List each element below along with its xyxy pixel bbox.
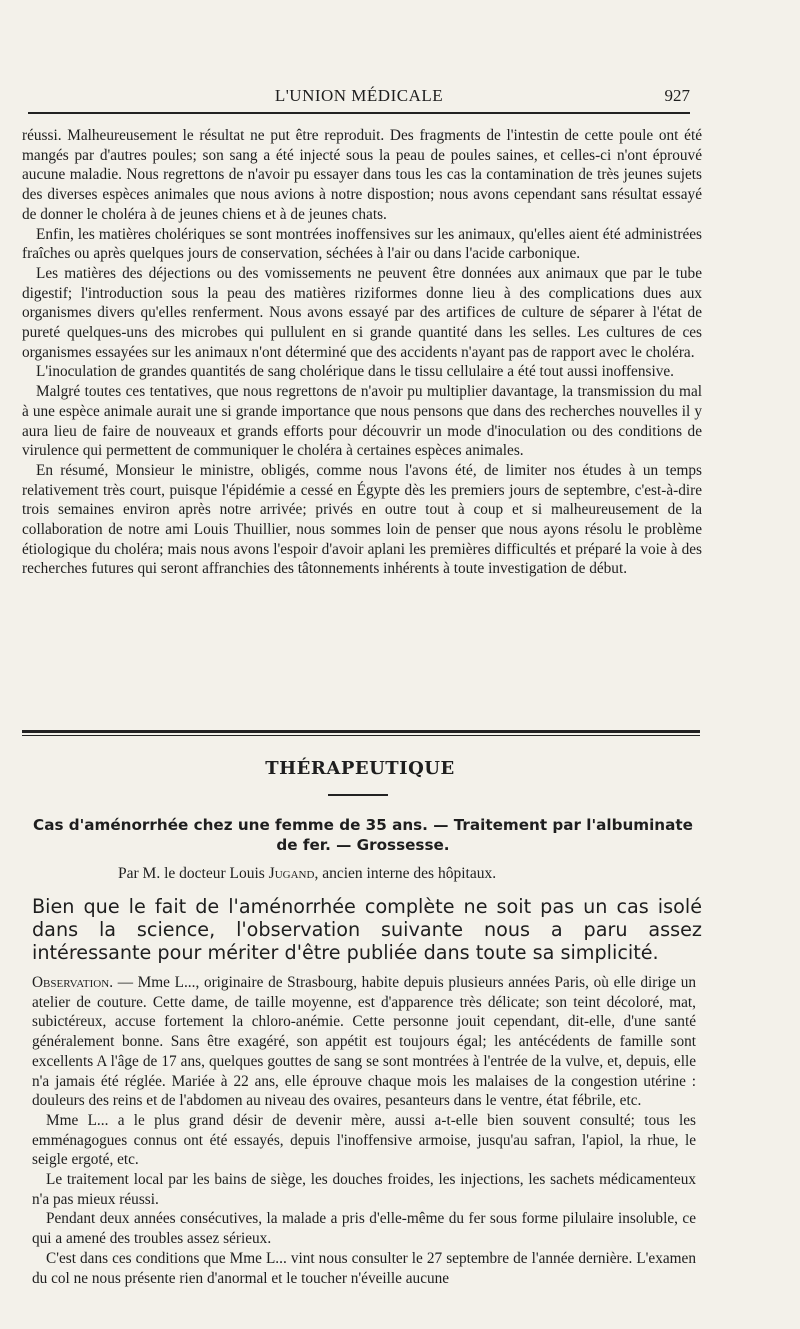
title-rule [328,794,388,796]
article-title: Cas d'aménorrhée chez une femme de 35 ans. — Traitement par l'albuminate de fer. — Grossesse. [33,816,693,854]
paragraph: C'est dans ces conditions que Mme L... vint nous consulter le 27 septembre de l'année dernière. L'examen du col ne nous présente rien d'anormal et le toucher n'éveille aucune [32,1249,696,1287]
paragraph: Enfin, les matières cholériques se sont montrées inoffensives sur les animaux, qu'elles aient été administrées fraîches ou après quelques jours de conservation, séchées à l'air ou dans l'acide carbonique. [22,225,702,263]
paragraph: réussi. Malheureusement le résultat ne put être reproduit. Des fragments de l'intestin de cette poule ont été mangés par d'autres poules; son sang a été injecté sous la peau de poules saines, et celles-ci n'ont éprouvé aucune maladie. Nous regrettons de n'avoir pu essayer dans tous les cas la contamination de très jeunes sujets des diverses espèces animales que nous avions à notre dispostion; nous avons cependant sans résultat essayé de donner le choléra à de jeunes chiens et à de jeunes chats. [22,127,702,223]
section-title: THÉRAPEUTIQUE [265,758,455,779]
byline [118,865,718,883]
paragraph: En résumé, Monsieur le ministre, obligés, comme nous l'avons été, de limiter nos études à un temps relativement très court, puisque l'épidémie a cessé en Égypte dès les premiers jours de septembre, c'est-à-dire trois semaines environ après notre arrivée; privés en outre tout à coup et si malheureusement de la collaboration de notre ami Louis Thuillier, nous sommes loin de penser que nous ayons résolu le problème étiologique du choléra; mais nous avons l'espoir d'avoir aplani les premières difficultés et préparé la voie à des recherches futures qui seront affranchies des tâtonnements inhérents à toute investigation de début. [22,461,702,578]
lead-paragraph: Bien que le fait de l'aménorrhée complète ne soit pas un cas isolé dans la science, l'observation suivante nous a paru assez intéressante pour mériter d'être publiée dans toute sa simplicité. [32,895,702,964]
section-divider-thick [22,730,700,733]
observation-label: Observation. [32,974,114,991]
paragraph: Malgré toutes ces tentatives, que nous regrettons de n'avoir pu multiplier davantage, la transmission du mal à une espèce animale aurait une si grande importance que nous pensons que dans des recherches nouvelles il y aura lieu de faire de nouveaux et grands efforts pour découvrir un mode d'inoculation ou des conditions de virulence qui permettent de communiquer le choléra à certaines espèces animales. [22,383,702,460]
observation-body [32,973,696,1288]
paragraph: Pendant deux années consécutives, la malade a pris d'elle-même du fer sous forme pilulaire insoluble, ce qui a amené des troubles assez sérieux. [32,1210,696,1248]
running-head: L'UNION MÉDICALE [274,86,444,105]
paragraph: Mme L... a le plus grand désir de devenir mère, aussi a-t-elle bien souvent consulté; tous les emménagogues connus ont été essayés, depuis l'inoffensive armoise, jusqu'au safran, l'apiol, la rhue, le seigle ergoté, etc. [32,1111,696,1169]
byline-prefix: Par M. le docteur Louis [118,865,269,882]
observation-text: — Mme L..., originaire de Strasbourg, habite depuis plusieurs années Paris, où elle dirige un atelier de couture. Cette dame, de taille moyenne, est d'apparence très délicate; son teint décoloré, mat, subictéreux, accuse fortement la chloro-anémie. Cette personne jouit cependant, dit-elle, d'une santé généralement bonne. Sans être exagéré, son appétit est toujours égal; les antécédents de famille sont excellents A l'âge de 17 ans, quelques gouttes de sang se sont montrées à l'entrée de la vulve, et, depuis, elle n'a jamais été réglée. Mariée à 22 ans, elle éprouve chaque mois les malaises de la congestion utérine : douleurs des reins et de l'abdomen au niveau des ovaires, pesanteurs dans le ventre, état fébrile, etc. [32,974,696,1110]
article-continuation [22,126,702,579]
paragraph: L'inoculation de grandes quantités de sang cholérique dans le tissu cellulaire a été tout aussi inoffensive. [36,363,674,381]
observation-paragraph [32,973,696,1111]
byline-author: Jugand [268,865,315,882]
page-header [28,84,690,114]
section-divider-thin [22,735,700,736]
byline-suffix: , ancien interne des hôpitaux. [314,865,497,882]
paragraph: Le traitement local par les bains de siège, les douches froides, les injections, les sachets médicamenteux n'a pas mieux réussi. [32,1171,696,1208]
paragraph: Les matières des déjections ou des vomissements ne peuvent être données aux animaux que par le tube digestif; l'introduction sous la peau des matières riziformes donne lieu à des complications dues aux organismes divers qu'elles renferment. Nous avons essayé par des artifices de culture de séparer à l'état de pureté quelques-uns des microbes qui pullulent en si grande quantité dans les selles. Les cultures de ces organismes essayées sur les animaux n'ont déterminé que des accidents n'ayant pas de rapport avec le choléra. [22,264,702,361]
page-number: 927 [664,86,690,105]
